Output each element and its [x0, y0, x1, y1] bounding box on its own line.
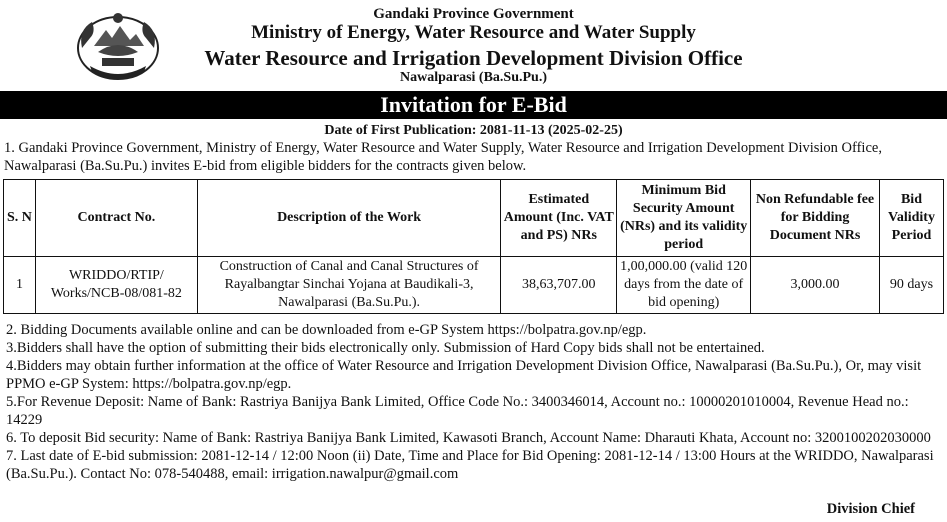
header-description: Description of the Work: [197, 180, 501, 257]
header-document-fee: Non Refundable fee for Bidding Document NRs: [751, 180, 880, 257]
province-name: Gandaki Province Government: [373, 6, 574, 22]
cell-description: Construction of Canal and Canal Structures of Rayalbangtar Sinchai Yojana at Baudikali-3, Nawalparasi (Ba.Su.Pu.).: [197, 257, 501, 314]
ministry-name: Ministry of Energy, Water Resource and Water Supply: [251, 22, 696, 43]
note-item: 3.Bidders shall have the option of submitting their bids electronically only. Submission of Hard Copy bids shall not be entertained.: [6, 340, 765, 356]
note-item: 6. To deposit Bid security: Name of Bank: Rastriya Banijya Bank Limited, Kawasoti Branch, Account Name: Dharauti Khata, Account no: 3200100202030000: [6, 430, 931, 446]
cell-contract-no: WRIDDO/RTIP/ Works/NCB-08/081-82: [35, 257, 197, 314]
publication-date: Date of First Publication: 2081-11-13 (2025-02-25): [324, 123, 623, 138]
header-sn: S. N: [4, 180, 36, 257]
table-row: [4, 257, 944, 314]
contracts-table: [3, 179, 944, 314]
intro-paragraph: 1. Gandaki Province Government, Ministry of Energy, Water Resource and Water Supply, Water Resource and Irrigation Development Division Office, Nawalparasi (Ba.Su.Pu.) invites E-bid from eligible bidders for the contracts given below.: [4, 140, 882, 174]
note-item: 5.For Revenue Deposit: Name of Bank: Rastriya Banijya Bank Limited, Office Code No.: 3400346014, Account no.: 10000201010004, Revenue Head no.: 14229: [6, 394, 909, 428]
header-estimated-amount: Estimated Amount (Inc. VAT and PS) NRs: [501, 180, 617, 257]
note-item: 2. Bidding Documents available online and can be downloaded from e-GP System https://bolpatra.gov.np/egp.: [6, 322, 647, 338]
office-location: Nawalparasi (Ba.Su.Pu.): [399, 70, 548, 85]
table-header-row: [4, 180, 944, 257]
header-bid-validity: Bid Validity Period: [879, 180, 943, 257]
header-contract-no: Contract No.: [35, 180, 197, 257]
header-bid-security: Minimum Bid Security Amount (NRs) and its validity period: [617, 180, 751, 257]
notice-title: Invitation for E-Bid: [0, 91, 947, 119]
cell-estimated-amount: 38,63,707.00: [501, 257, 617, 314]
notes-list: [6, 321, 941, 483]
signature-title: Division Chief: [826, 501, 915, 517]
note-item: 4.Bidders may obtain further information at the office of Water Resource and Irrigation Development Division Office, Nawalparasi (Ba.Su.Pu.), Or, may visit PPMO e-GP System: https://bolpatra.gov.np/egp.: [6, 358, 922, 392]
cell-document-fee: 3,000.00: [751, 257, 880, 314]
note-item: 7. Last date of E-bid submission: 2081-12-14 / 12:00 Noon (ii) Date, Time and Place for Bid Opening: 2081-12-14 / 13:00 Hours at the WRIDDO, Nawalparasi (Ba.Su.Pu.). Contact No: 078-540488, email: irrigation.nawalpur@gmail.com: [6, 448, 934, 482]
cell-bid-validity: 90 days: [879, 257, 943, 314]
cell-sn: 1: [4, 257, 36, 314]
office-name: Water Resource and Irrigation Development Division Office: [204, 46, 743, 70]
cell-bid-security: 1,00,000.00 (valid 120 days from the date of bid opening): [617, 257, 751, 314]
